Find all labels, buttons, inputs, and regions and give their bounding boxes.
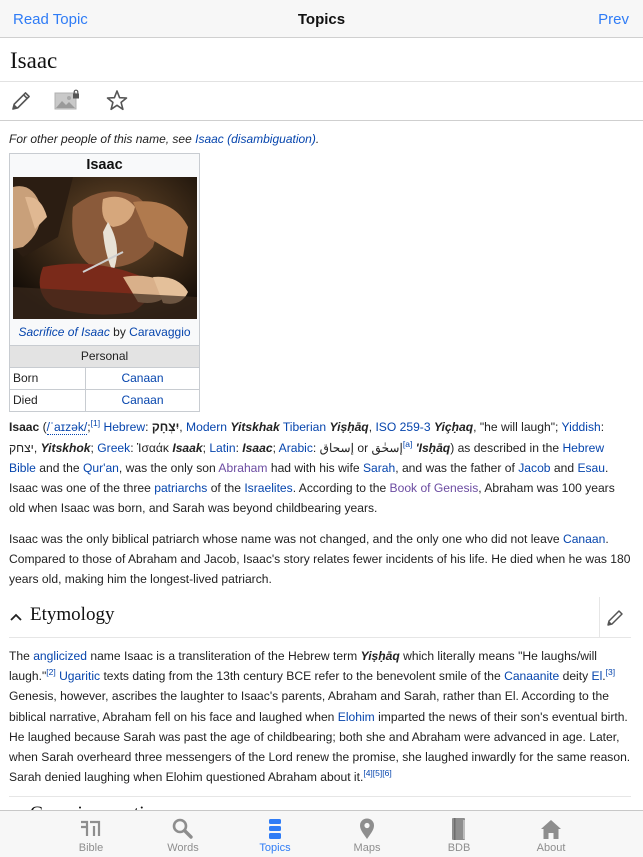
died-canaan-link[interactable]: Canaan [121, 393, 164, 408]
edit-pencil-icon[interactable] [9, 88, 35, 114]
navigation-bar [0, 0, 643, 38]
ref-a[interactable]: [a] [402, 438, 413, 449]
tab-maps[interactable] [321, 811, 413, 857]
tab-topics[interactable] [229, 811, 321, 857]
elohim-link[interactable]: Elohim [337, 709, 375, 724]
star-icon[interactable] [104, 88, 130, 114]
prev-button[interactable]: Prev [598, 11, 629, 28]
infobox-label: Died [10, 390, 86, 411]
tab-label: Words [167, 842, 199, 854]
caravaggio-link[interactable]: Caravaggio [129, 325, 191, 340]
infobox-caption [10, 320, 199, 345]
search-icon [170, 817, 196, 841]
canaan-link[interactable]: Canaan [562, 531, 606, 546]
ref-4-5-6[interactable]: [4][5][6] [363, 768, 392, 779]
stack-icon [262, 817, 288, 841]
intro-paragraph: Isaac (/ˈaɪzək/;[1] Hebrew: יִצְחָק, Modern Yitskhak Tiberian Yiṣḥāq, ISO 259-3 Yiçḥaq, "he will laugh"; Yiddish: יצחק, Yitskhok; Greek: Ἰσαάκ Isaak; Latin: Isaac; Arabic: إسحاق or إسحٰق[a] 'Isḥāq) as described in the Hebrew Bible and the Qur'an, was the only son Abraham had with his wife Sarah, and was the father of Jacob and Esau. Isaac was one of the three patriarchs of the Israelites. According to the Book of Genesis, Abraham was 100 years old when Isaac was born, and Sarah was beyond childbearing years. [9, 418, 615, 516]
born-canaan-link[interactable]: Canaan [121, 371, 164, 386]
hebrew-letters-icon [78, 817, 104, 841]
article-content [9, 121, 631, 830]
iso-link[interactable]: ISO 259-3 [375, 420, 431, 435]
painting-image[interactable] [13, 177, 197, 319]
hatnote-text: . [315, 132, 320, 146]
hebrew-bible-link[interactable]: Hebrew Bible [9, 440, 605, 475]
page-title: Isaac [10, 48, 58, 73]
jacob-link[interactable]: Jacob [518, 460, 551, 475]
ugaritic-link[interactable]: Ugaritic [59, 668, 101, 683]
nav-title: Topics [297, 11, 346, 28]
book-icon [446, 817, 472, 841]
map-pin-icon [354, 817, 380, 841]
home-icon [538, 817, 564, 841]
section-title: Etymology [30, 603, 115, 625]
hatnote-text: For other people of this name, see [9, 132, 196, 146]
book-of-genesis-link[interactable]: Book of Genesis [389, 481, 479, 496]
quran-link[interactable]: Qur'an [82, 460, 119, 475]
section-etymology-header[interactable] [9, 597, 631, 638]
etymology-paragraph: The anglicized name Isaac is a transliteration of the Hebrew term Yiṣḥāq which literally means "He laughs/will laugh."[2] Ugaritic texts dating from the 13th century BCE refer to the benevolent smile of the Canaanite deity El.[3] Genesis, however, ascribes the laughter to Isaac's parents, Abraham and Sarah, rather than El. According to the biblical narrative, Abraham fell on his face and laughed when Elohim imparted the news of their son's eventual birth. He laughed because Sarah was past the age of childbearing; both she and Abraham were advanced in age. Later, when Sarah overheard three messengers of the Lord renew the promise, she laughed inwardly for the same reason. Sarah denied laughing when Elohim questioned Abraham about it.[4][5][6] [9, 648, 631, 785]
tab-words[interactable] [137, 811, 229, 857]
infobox-section-personal: Personal [10, 345, 199, 367]
tab-bdb[interactable] [413, 811, 505, 857]
modern-link[interactable]: Modern [186, 420, 228, 435]
arabic-link[interactable]: Arabic [278, 440, 313, 455]
infobox [9, 153, 200, 412]
infobox-row-born [10, 367, 199, 389]
el-link[interactable]: El [591, 668, 603, 683]
ref-2[interactable]: [2] [46, 666, 56, 677]
ref-1[interactable]: [1] [90, 418, 101, 429]
israelites-link[interactable]: Israelites [244, 481, 293, 496]
anglicized-link[interactable]: anglicized [33, 648, 87, 663]
tab-label: Topics [259, 842, 291, 854]
infobox-label: Born [10, 368, 86, 389]
esau-link[interactable]: Esau [577, 460, 606, 475]
caption-text: by [109, 325, 130, 340]
second-paragraph: Isaac was the only biblical patriarch whose name was not changed, and the only one who did not leave Canaan. Compared to those of Abraham and Jacob, Isaac's story relates fewer incidents of his life. He died when he was 180 years old, making him the longest-lived patriarch. [9, 531, 631, 587]
tab-label: Maps [353, 842, 381, 854]
latin-link[interactable]: Latin [209, 440, 236, 455]
tab-about[interactable] [505, 811, 597, 857]
tab-label: About [536, 842, 566, 854]
yiddish-link[interactable]: Yiddish [561, 420, 601, 435]
hebrew-link[interactable]: Hebrew [103, 420, 146, 435]
tiberian-link[interactable]: Tiberian [282, 420, 327, 435]
infobox-title: Isaac [86, 157, 123, 174]
tab-label: Bible [78, 842, 104, 854]
ipa-link[interactable]: /ˈaɪzək/ [46, 420, 88, 435]
article-actions [0, 88, 643, 116]
sarah-link[interactable]: Sarah [362, 460, 396, 475]
locked-image-icon[interactable] [54, 88, 80, 114]
tab-label: BDB [447, 842, 471, 854]
section-edit-pencil-icon[interactable] [599, 597, 631, 638]
bold-term: Isaac [9, 420, 40, 435]
divider [0, 81, 643, 82]
read-topic-button[interactable]: Read Topic [13, 11, 88, 28]
hatnote [9, 129, 631, 149]
tab-bar [0, 810, 643, 857]
abraham-link[interactable]: Abraham [218, 460, 268, 475]
tab-bible[interactable] [45, 811, 137, 857]
canaanite-link[interactable]: Canaanite [504, 668, 560, 683]
chevron-up-icon[interactable] [9, 610, 23, 624]
sacrifice-of-isaac-link[interactable]: Sacrifice of Isaac [18, 325, 110, 340]
disambiguation-link[interactable]: Isaac (disambiguation) [195, 132, 316, 146]
ref-3[interactable]: [3] [605, 666, 616, 677]
greek-link[interactable]: Greek [97, 440, 131, 455]
infobox-row-died [10, 389, 199, 411]
patriarchs-link[interactable]: patriarchs [154, 481, 208, 496]
